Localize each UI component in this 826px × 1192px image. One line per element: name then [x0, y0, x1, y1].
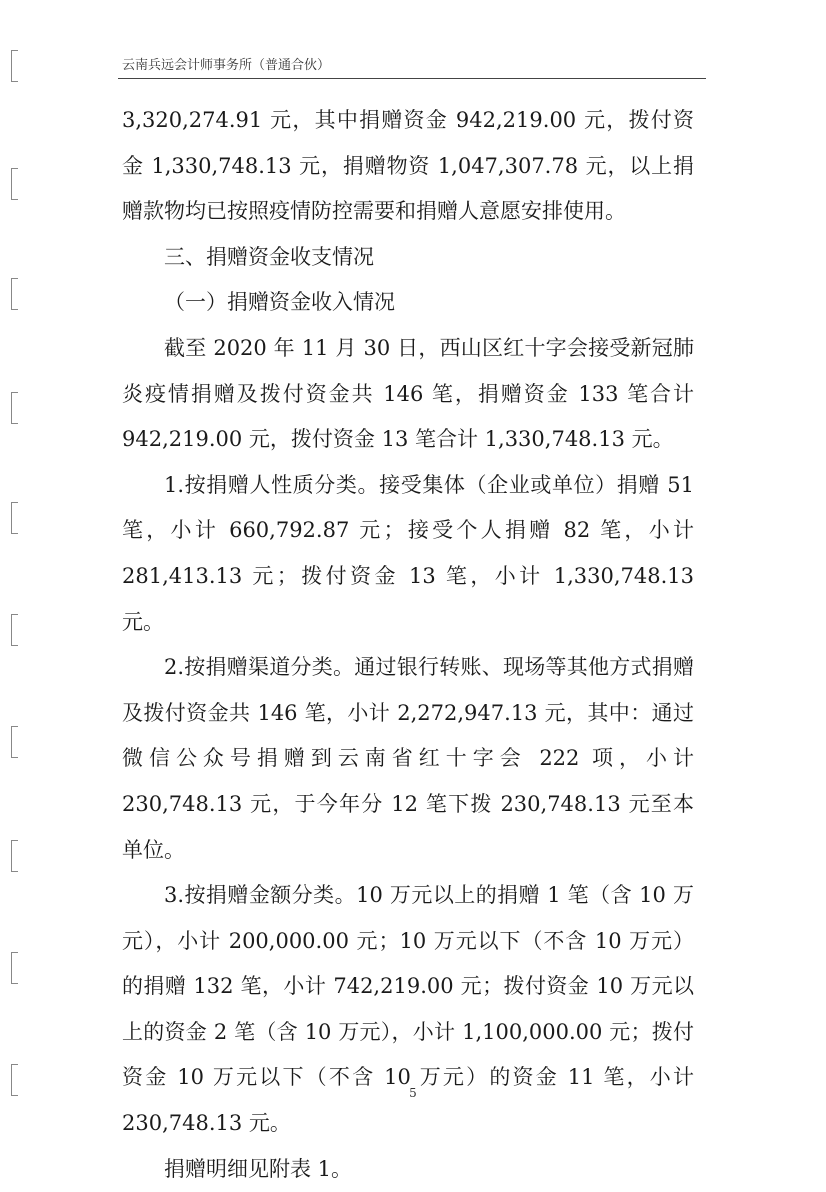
paragraph-appendix-note: 捐赠明细见附表 1。 — [164, 1156, 353, 1181]
binding-mark — [11, 392, 18, 424]
paragraph-by-amount: 3.按捐赠金额分类。10 万元以上的捐赠 1 笔（含 10 万元），小计 200,000.00 元；10 万元以下（不含 10 万元）的捐赠 132 笔，小计 742,219.00 元；拨付资金 10 万元以上的资金 2 笔（含 10 万元），小计 1,100,000.00 元；拨付资金 10 万元以下（不含 10 万元）的资金 11 笔，小计 230,748.13 元。 — [122, 883, 694, 1136]
binding-mark — [11, 502, 18, 534]
running-header: 云南兵远会计师事务所（普通合伙） — [122, 58, 331, 73]
document-body — [122, 98, 694, 1192]
header-rule — [118, 78, 706, 79]
paragraph-by-donor-type: 1.按捐赠人性质分类。接受集体（企业或单位）捐赠 51 笔，小计 660,792.87 元；接受个人捐赠 82 笔，小计 281,413.13 元；拨付资金 13 笔，小计 1,330,748.13 元。 — [122, 472, 694, 634]
binding-mark — [11, 168, 18, 200]
binding-mark — [11, 614, 18, 646]
binding-mark — [11, 952, 18, 984]
binding-mark — [11, 50, 18, 82]
paragraph-continuation: 3,320,274.91 元，其中捐赠资金 942,219.00 元，拨付资金 1,330,748.13 元，捐赠物资 1,047,307.78 元，以上捐赠款物均已按照疫情防控需要和捐赠人意愿安排使用。 — [122, 108, 694, 224]
paragraph-by-channel: 2.按捐赠渠道分类。通过银行转账、现场等其他方式捐赠及拨付资金共 146 笔，小计 2,272,947.13 元，其中：通过微信公众号捐赠到云南省红十字会 222 项，小计 230,748.13 元，于今年分 12 笔下拨 230,748.13 元至本单位。 — [122, 655, 694, 862]
page-number: 5 — [409, 1086, 417, 1100]
section-heading: 三、捐赠资金收支情况 — [164, 244, 374, 269]
binding-mark — [11, 278, 18, 310]
binding-mark — [11, 726, 18, 758]
subsection-heading: （一）捐赠资金收入情况 — [164, 290, 395, 315]
paragraph-summary: 截至 2020 年 11 月 30 日，西山区红十字会接受新冠肺炎疫情捐赠及拨付资金共 146 笔，捐赠资金 133 笔合计 942,219.00 元，拨付资金 13 笔合计 1,330,748.13 元。 — [122, 335, 694, 452]
binding-mark — [11, 840, 18, 872]
